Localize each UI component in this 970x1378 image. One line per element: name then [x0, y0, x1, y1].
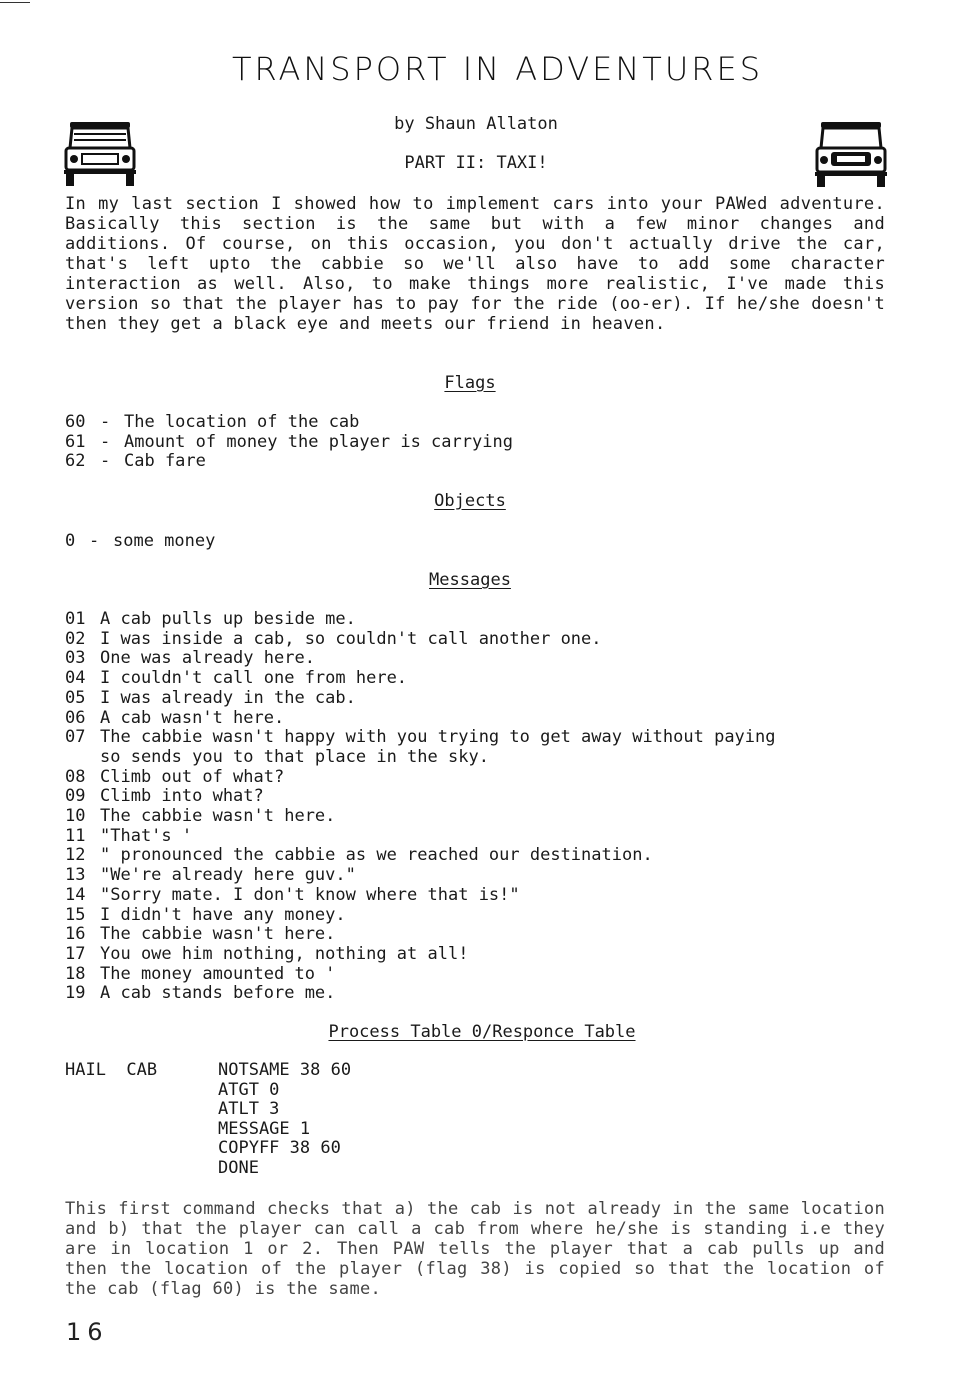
message-text: The cabbie wasn't here. — [100, 924, 336, 945]
condact-line: ATGT 0 — [218, 1079, 280, 1100]
message-number: 05 — [65, 687, 86, 708]
list-item — [65, 787, 905, 807]
process-verb-noun: HAIL CAB — [65, 1060, 158, 1080]
message-number: 03 — [65, 648, 86, 669]
message-text: "That's ' — [100, 825, 193, 846]
list-item — [65, 846, 905, 866]
objects-list — [65, 532, 905, 552]
message-text: A cab pulls up beside me. — [100, 609, 356, 629]
flag-number: 61 — [65, 431, 86, 452]
message-text: Climb out of what? — [100, 766, 285, 787]
list-item: 0 - some money — [65, 532, 905, 552]
message-text: A cab stands before me. — [100, 983, 336, 1004]
condact-line: DONE — [218, 1157, 259, 1178]
message-number: 18 — [65, 963, 86, 984]
message-number: 14 — [65, 884, 86, 905]
message-number: 19 — [65, 983, 86, 1004]
message-number: 01 — [65, 609, 86, 629]
message-text: A cab wasn't here. — [100, 707, 285, 728]
message-text: You owe him nothing, nothing at all! — [100, 943, 469, 964]
list-item — [65, 925, 905, 945]
message-text: One was already here. — [100, 648, 315, 669]
message-number: 12 — [65, 845, 86, 866]
message-text: The cabbie wasn't here. — [100, 806, 336, 827]
list-item — [65, 728, 905, 748]
message-number: 06 — [65, 707, 86, 728]
list-item — [65, 906, 905, 926]
list-item — [65, 689, 905, 709]
condact-line: COPYFF 38 60 — [218, 1138, 341, 1158]
message-text: "Sorry mate. I don't know where that is!" — [100, 884, 520, 905]
objects-heading: Objects — [434, 491, 506, 511]
messages-heading: Messages — [429, 570, 511, 590]
condact-line: MESSAGE 1 — [218, 1118, 311, 1139]
list-item — [65, 630, 905, 650]
intro-paragraph: In my last section I showed how to implement cars into your PAWed adventure. Basically this section is the same but with a few minor changes and additions. Of course, on this occasion, you don't actually drive the car, that's left upto the cabbie so we'll also have to add some character interaction as well. Also, to make things more realistic, I've made this version so that the player has to pay for the ride (oo-er). If he/she doesn't then they get a black eye and meets our friend in heaven. — [65, 194, 885, 334]
message-number: 13 — [65, 865, 86, 886]
message-number: 17 — [65, 943, 86, 964]
flags-list — [65, 413, 905, 472]
object-number: 0 — [65, 531, 76, 551]
messages-list — [65, 610, 905, 1004]
list-item — [65, 965, 905, 985]
list-item — [65, 886, 905, 906]
message-text: Climb into what? — [100, 786, 264, 807]
message-text: The money amounted to ' — [100, 963, 336, 984]
message-number: 04 — [65, 668, 86, 689]
flag-number: 62 — [65, 451, 86, 472]
flag-text: The location of the cab — [124, 412, 360, 432]
message-text: I didn't have any money. — [100, 904, 346, 925]
message-number: 11 — [65, 825, 86, 846]
message-number: 10 — [65, 806, 86, 827]
list-item — [65, 768, 905, 788]
message-continuation: so sends you to that place in the sky. — [100, 746, 489, 767]
list-item — [65, 866, 905, 886]
condact-line: NOTSAME 38 60 — [218, 1060, 352, 1080]
list-item — [65, 945, 905, 965]
object-text: some money — [113, 531, 216, 551]
message-text: I was inside a cab, so couldn't call another one. — [100, 628, 602, 649]
list-item — [65, 709, 905, 729]
flag-text: Amount of money the player is carrying — [124, 431, 513, 452]
message-number: 15 — [65, 904, 86, 925]
list-item — [65, 669, 905, 689]
list-item: 60 - The location of the cab — [65, 413, 905, 433]
list-item — [65, 984, 905, 1004]
top-rule — [0, 2, 30, 3]
list-item: 61 - Amount of money the player is carrying — [65, 433, 905, 453]
list-item — [65, 610, 905, 630]
condact-line: ATLT 3 — [218, 1099, 280, 1119]
list-item — [65, 748, 905, 768]
flag-text: Cab fare — [124, 451, 206, 472]
closing-paragraph: This first command checks that a) the cab is not already in the same location and b) that the player can call a cab from where he/she is standing i.e they are in location 1 or 2. Then PAW tells the player that a cab pulls up and then the location of the player (flag 38) is copied so that the location of the cab (flag 60) is the same. — [65, 1199, 885, 1299]
flag-number: 60 — [65, 412, 86, 432]
message-text: I was already in the cab. — [100, 687, 356, 708]
message-number: 07 — [65, 727, 86, 748]
message-text: "We're already here guv." — [100, 865, 356, 886]
message-number: 02 — [65, 628, 86, 649]
flags-heading: Flags — [444, 373, 496, 393]
process-table-heading: Process Table 0/Responce Table — [328, 1022, 636, 1042]
byline: by Shaun Allaton — [394, 114, 558, 134]
process-condacts — [218, 1061, 468, 1178]
message-text: I couldn't call one from here. — [100, 668, 408, 689]
message-text: The cabbie wasn't happy with you trying to get away without paying — [100, 727, 776, 748]
message-number: 08 — [65, 766, 86, 787]
list-item — [65, 827, 905, 847]
part-heading: PART II: TAXI! — [404, 153, 548, 173]
list-item — [65, 807, 905, 827]
list-item — [65, 649, 905, 669]
message-number: 09 — [65, 786, 86, 807]
message-text: " pronounced the cabbie as we reached our destination. — [100, 845, 653, 866]
page-number: 16 — [66, 1318, 109, 1346]
page-title: TRANSPORT IN ADVENTURES — [231, 50, 764, 88]
message-number: 16 — [65, 924, 86, 945]
list-item: 62 - Cab fare — [65, 452, 905, 472]
